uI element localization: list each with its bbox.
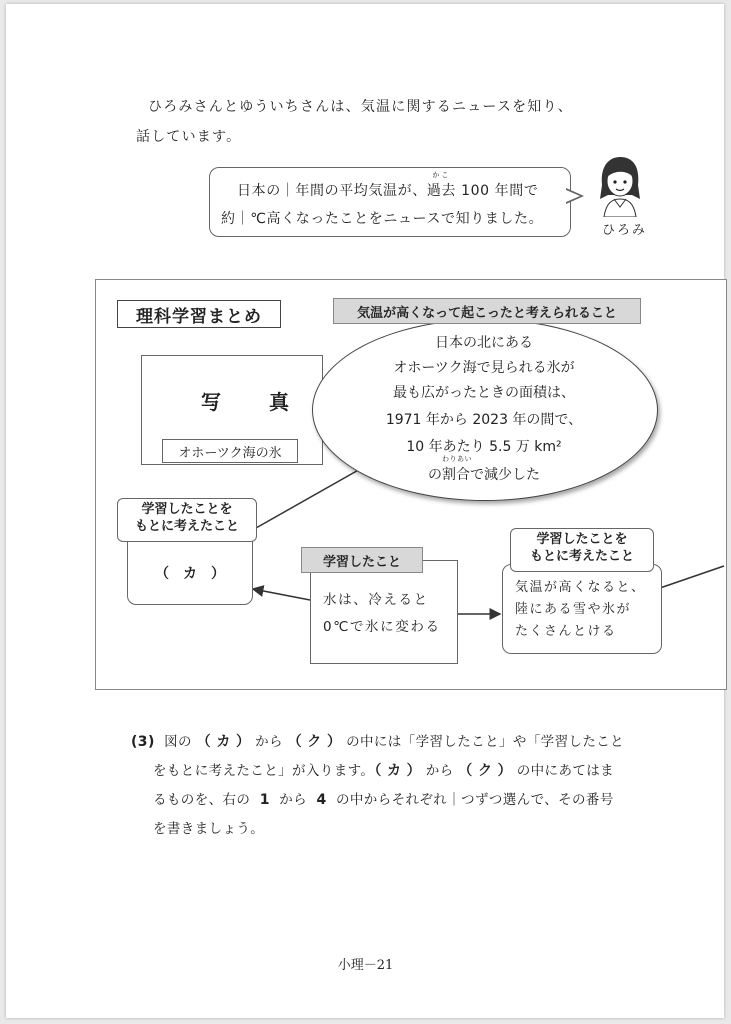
learned-line-1: 水は、冷えると — [323, 592, 429, 608]
right-text — [515, 577, 646, 643]
ellipse-line-6-end: で減少した — [470, 467, 540, 483]
question-line-4: を書きましょう。 — [153, 821, 265, 837]
ellipse-line-1: 日本の北にある — [435, 335, 533, 351]
left-tag-line-1: 学習したことを — [141, 502, 233, 517]
q3-four: 4 — [316, 792, 327, 808]
q1-b: から — [255, 734, 283, 750]
question-number: (3) — [131, 734, 155, 750]
page-number: 小理－21 — [337, 958, 394, 973]
q3-b: から — [279, 792, 308, 808]
q2-ku: （ ク ） — [458, 763, 513, 779]
speech-line-1-start: 日本の｜年間の平均気温が、 — [237, 183, 427, 199]
speaker-name: ひろみ — [602, 223, 648, 238]
ellipse-line-5: 10 年あたり 5.5 万 km² — [406, 439, 562, 455]
ruby-text-kako: かこ — [432, 171, 451, 179]
kanji-kako: 過去 — [426, 183, 457, 199]
right-line-1: 気温が高くなると、 — [515, 580, 646, 595]
right-line-3: たくさんとける — [515, 624, 617, 639]
intro-line-1: ひろみさんとゆういちさんは、気温に関するニュースを知り、 — [148, 99, 573, 115]
question-line-1 — [131, 728, 624, 757]
question-3 — [131, 728, 624, 844]
left-tag — [117, 498, 257, 542]
right-tag — [510, 528, 654, 572]
learned-line-2: 0℃で氷に変わる — [323, 619, 441, 635]
q1-c: の中には「学習したこと」や「学習したこと — [346, 734, 625, 750]
ellipse-line-6 — [312, 455, 656, 484]
ellipse-line-3: 最も広がったときの面積は、 — [393, 385, 575, 401]
q3-c: の中からそれぞれ｜つずつ選んで、その番号 — [336, 792, 614, 808]
right-line-2: 陸にある雪や氷が — [515, 602, 632, 617]
learned-text — [323, 589, 441, 638]
ruby-wariai — [442, 455, 472, 484]
photo-title: 写 真 — [201, 390, 303, 414]
line-right-exit — [660, 566, 724, 588]
learned-label: 学習したこと — [301, 547, 423, 573]
q2-c: の中にあてはま — [516, 763, 615, 779]
kanji-wariai: 割合 — [442, 467, 470, 483]
photo-caption: オホーツク海の氷 — [162, 439, 298, 463]
right-tag-line-1: 学習したことを — [536, 532, 628, 547]
left-tag-line-2: もとに考えたこと — [134, 519, 239, 534]
right-tag-line-2: もとに考えたこと — [529, 549, 634, 564]
speech-line-1-end: 100 年間で — [461, 183, 539, 199]
q2-ka: （ カ ） — [374, 763, 422, 779]
q2-a: をもとに考えたこと」が入ります。 — [153, 763, 375, 779]
q1-ku: （ ク ） — [287, 734, 342, 750]
q3-a: るものを、右の — [153, 792, 251, 808]
blank-ka: （ カ ） — [155, 566, 225, 582]
question-line-2 — [131, 757, 624, 786]
diagram-title: 理科学習まとめ — [117, 300, 281, 328]
q1-ka: （ カ ） — [196, 734, 251, 750]
question-line-3 — [131, 786, 624, 815]
arrow-to-ka — [253, 589, 310, 600]
intro-line-2: 話しています。 — [136, 129, 242, 145]
ruby-text-wariai: わりあい — [442, 455, 472, 463]
ellipse-line-4: 1971 年から 2023 年の間で、 — [385, 412, 583, 428]
q3-one: 1 — [259, 792, 270, 808]
effect-label: 気温が高くなって起こったと考えられること — [333, 298, 641, 324]
q2-b: から — [425, 763, 454, 779]
speech-line-2: 約｜℃高くなったことをニュースで知りました。 — [221, 211, 544, 227]
ellipse-line-6-start: の — [428, 467, 442, 483]
ellipse-line-2: オホーツク海で見られる氷が — [393, 360, 575, 376]
q1-a: 図の — [164, 734, 192, 750]
